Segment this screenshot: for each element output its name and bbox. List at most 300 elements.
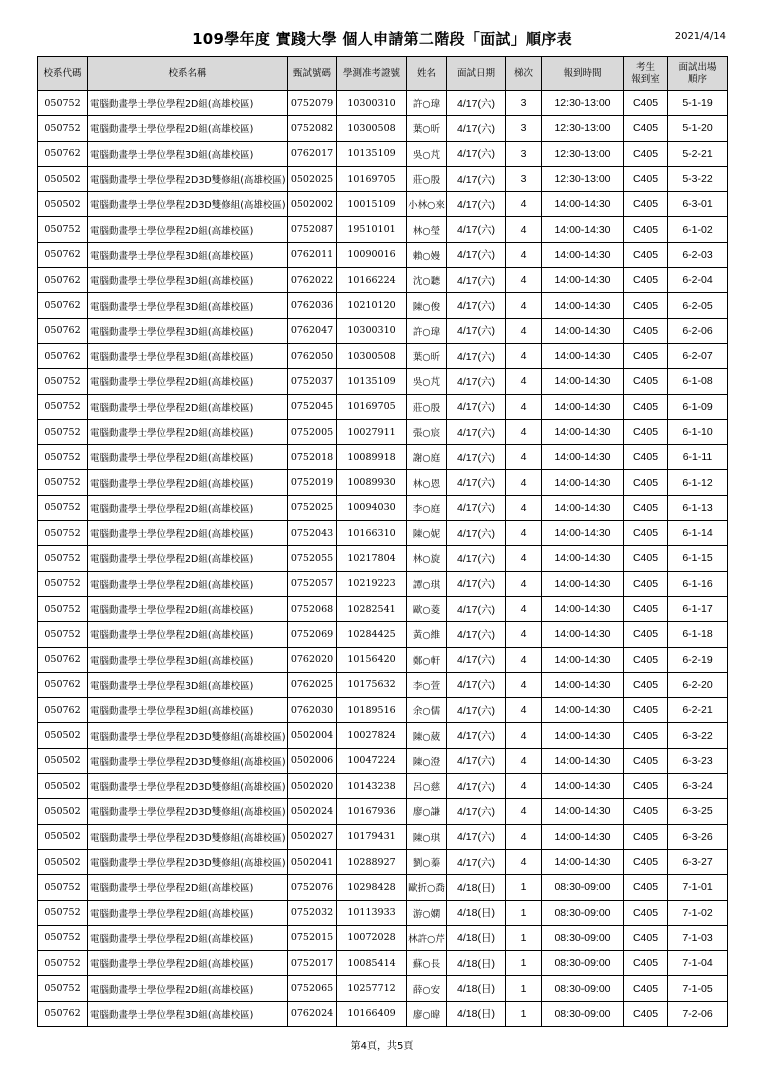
cell-session: 4: [506, 445, 542, 470]
cell-interview-number: 0762022: [288, 268, 337, 293]
cell-checkin-time: 14:00-14:30: [542, 571, 624, 596]
cell-school-code: 050762: [38, 268, 88, 293]
cell-interview-number: 0762050: [288, 343, 337, 368]
cell-checkin-time: 14:00-14:30: [542, 293, 624, 318]
cell-order: 7-1-02: [668, 900, 728, 925]
cell-order: 7-1-05: [668, 976, 728, 1001]
cell-interview-date: 4/18(日): [447, 951, 506, 976]
table-row: [38, 698, 728, 723]
cell-exam-number: 10257712: [337, 976, 407, 1001]
cell-checkin-room: C405: [624, 268, 668, 293]
cell-school-name: 電腦動畫學士學位學程2D組(高雄校區): [88, 369, 288, 394]
cell-school-code: 050762: [38, 242, 88, 267]
cell-exam-number: 10027824: [337, 723, 407, 748]
cell-exam-number: 10094030: [337, 495, 407, 520]
table-row: [38, 976, 728, 1001]
cell-session: 1: [506, 1001, 542, 1026]
cell-exam-number: 10300508: [337, 116, 407, 141]
cell-order: 6-2-07: [668, 343, 728, 368]
cell-interview-number: 0762030: [288, 698, 337, 723]
cell-session: 3: [506, 141, 542, 166]
header-checkin-room-line1: 考生: [635, 61, 655, 73]
cell-interview-number: 0502004: [288, 723, 337, 748]
cell-checkin-time: 08:30-09:00: [542, 875, 624, 900]
cell-interview-number: 0762047: [288, 318, 337, 343]
cell-school-code: 050502: [38, 192, 88, 217]
cell-checkin-time: 14:00-14:30: [542, 723, 624, 748]
cell-checkin-room: C405: [624, 546, 668, 571]
cell-interview-number: 0752082: [288, 116, 337, 141]
cell-interview-date: 4/17(六): [447, 242, 506, 267]
cell-school-code: 050502: [38, 799, 88, 824]
cell-exam-number: 10072028: [337, 925, 407, 950]
cell-name: 吳○芃: [407, 369, 447, 394]
cell-checkin-time: 12:30-13:00: [542, 166, 624, 191]
cell-exam-number: 10298428: [337, 875, 407, 900]
cell-session: 1: [506, 925, 542, 950]
cell-school-name: 電腦動畫學士學位學程2D3D雙修組(高雄校區): [88, 824, 288, 849]
cell-exam-number: 10089918: [337, 445, 407, 470]
cell-checkin-room: C405: [624, 647, 668, 672]
cell-exam-number: 10090016: [337, 242, 407, 267]
cell-interview-number: 0752032: [288, 900, 337, 925]
table-row: [38, 799, 728, 824]
cell-exam-number: 10282541: [337, 596, 407, 621]
table-row: [38, 571, 728, 596]
interview-schedule-table: [37, 56, 728, 1027]
cell-order: 6-3-22: [668, 723, 728, 748]
cell-interview-number: 0502002: [288, 192, 337, 217]
cell-checkin-room: C405: [624, 698, 668, 723]
cell-order: 6-1-13: [668, 495, 728, 520]
table-row: [38, 419, 728, 444]
cell-checkin-time: 14:00-14:30: [542, 622, 624, 647]
cell-checkin-room: C405: [624, 672, 668, 697]
cell-school-name: 電腦動畫學士學位學程2D組(高雄校區): [88, 875, 288, 900]
table-row: [38, 293, 728, 318]
table-row: [38, 824, 728, 849]
cell-exam-number: 10135109: [337, 369, 407, 394]
cell-name: 鄭○軒: [407, 647, 447, 672]
cell-session: 4: [506, 343, 542, 368]
cell-exam-number: 10175632: [337, 672, 407, 697]
cell-exam-number: 10300310: [337, 318, 407, 343]
cell-school-name: 電腦動畫學士學位學程2D3D雙修組(高雄校區): [88, 849, 288, 874]
cell-checkin-time: 14:00-14:30: [542, 824, 624, 849]
header-session: 梯次: [506, 57, 542, 91]
cell-name: 莊○殷: [407, 166, 447, 191]
cell-name: 謝○庭: [407, 445, 447, 470]
cell-school-name: 電腦動畫學士學位學程3D組(高雄校區): [88, 141, 288, 166]
table-row: [38, 875, 728, 900]
cell-school-name: 電腦動畫學士學位學程2D組(高雄校區): [88, 622, 288, 647]
table-row: [38, 343, 728, 368]
cell-school-name: 電腦動畫學士學位學程2D3D雙修組(高雄校區): [88, 166, 288, 191]
cell-checkin-time: 14:00-14:30: [542, 849, 624, 874]
cell-session: 4: [506, 394, 542, 419]
cell-interview-number: 0752017: [288, 951, 337, 976]
cell-order: 7-2-06: [668, 1001, 728, 1026]
cell-school-code: 050752: [38, 976, 88, 1001]
cell-interview-date: 4/17(六): [447, 141, 506, 166]
cell-checkin-time: 14:00-14:30: [542, 546, 624, 571]
cell-checkin-room: C405: [624, 318, 668, 343]
header-interview-date: 面試日期: [447, 57, 506, 91]
cell-interview-number: 0752018: [288, 445, 337, 470]
header-order-line1: 面試出場: [678, 61, 717, 73]
cell-exam-number: 10089930: [337, 470, 407, 495]
cell-session: 1: [506, 900, 542, 925]
cell-order: 6-2-04: [668, 268, 728, 293]
cell-exam-number: 10167936: [337, 799, 407, 824]
table-row: [38, 242, 728, 267]
cell-session: 4: [506, 242, 542, 267]
cell-session: 4: [506, 672, 542, 697]
cell-session: 4: [506, 521, 542, 546]
cell-interview-number: 0762011: [288, 242, 337, 267]
cell-interview-number: 0752055: [288, 546, 337, 571]
cell-school-code: 050762: [38, 1001, 88, 1026]
table-row: [38, 849, 728, 874]
header-checkin-room: [624, 57, 668, 91]
cell-session: 4: [506, 748, 542, 773]
cell-checkin-room: C405: [624, 470, 668, 495]
cell-exam-number: 10169705: [337, 166, 407, 191]
cell-school-code: 050752: [38, 116, 88, 141]
cell-order: 7-1-04: [668, 951, 728, 976]
cell-checkin-room: C405: [624, 166, 668, 191]
cell-order: 6-3-25: [668, 799, 728, 824]
cell-interview-number: 0752087: [288, 217, 337, 242]
table-row: [38, 774, 728, 799]
cell-name: 歐折○喬: [407, 875, 447, 900]
cell-name: 游○嫻: [407, 900, 447, 925]
header-order-line2: 順序: [687, 73, 707, 85]
cell-interview-number: 0502025: [288, 166, 337, 191]
cell-school-code: 050762: [38, 698, 88, 723]
cell-exam-number: 10166224: [337, 268, 407, 293]
cell-order: 6-1-08: [668, 369, 728, 394]
cell-school-name: 電腦動畫學士學位學程2D組(高雄校區): [88, 951, 288, 976]
cell-interview-number: 0752079: [288, 91, 337, 116]
cell-checkin-time: 14:00-14:30: [542, 799, 624, 824]
cell-session: 4: [506, 217, 542, 242]
cell-school-name: 電腦動畫學士學位學程2D組(高雄校區): [88, 571, 288, 596]
cell-checkin-room: C405: [624, 622, 668, 647]
table-row: [38, 900, 728, 925]
cell-checkin-time: 14:00-14:30: [542, 369, 624, 394]
table-row: [38, 521, 728, 546]
cell-name: 廖○暐: [407, 1001, 447, 1026]
cell-school-code: 050752: [38, 217, 88, 242]
cell-exam-number: 10135109: [337, 141, 407, 166]
cell-order: 6-1-10: [668, 419, 728, 444]
cell-school-code: 050502: [38, 748, 88, 773]
cell-interview-date: 4/17(六): [447, 394, 506, 419]
cell-checkin-time: 14:00-14:30: [542, 394, 624, 419]
cell-checkin-time: 14:00-14:30: [542, 470, 624, 495]
cell-order: 6-3-26: [668, 824, 728, 849]
cell-school-code: 050752: [38, 875, 88, 900]
cell-school-code: 050502: [38, 774, 88, 799]
cell-name: 歐○菱: [407, 596, 447, 621]
cell-school-name: 電腦動畫學士學位學程3D組(高雄校區): [88, 318, 288, 343]
cell-interview-date: 4/18(日): [447, 976, 506, 1001]
cell-session: 4: [506, 546, 542, 571]
cell-checkin-room: C405: [624, 900, 668, 925]
cell-name: 黃○維: [407, 622, 447, 647]
table-row: [38, 596, 728, 621]
cell-checkin-time: 14:00-14:30: [542, 672, 624, 697]
cell-interview-date: 4/17(六): [447, 723, 506, 748]
cell-order: 5-3-22: [668, 166, 728, 191]
cell-order: 6-1-11: [668, 445, 728, 470]
cell-school-code: 050752: [38, 91, 88, 116]
cell-order: 6-3-27: [668, 849, 728, 874]
cell-checkin-time: 14:00-14:30: [542, 698, 624, 723]
cell-session: 4: [506, 571, 542, 596]
cell-name: 呂○慈: [407, 774, 447, 799]
cell-session: 4: [506, 698, 542, 723]
page-title: 109學年度 實踐大學 個人申請第二階段「面試」順序表: [192, 30, 572, 48]
cell-exam-number: 10015109: [337, 192, 407, 217]
cell-session: 1: [506, 951, 542, 976]
header-interview-number: 甄試號碼: [288, 57, 337, 91]
cell-interview-date: 4/17(六): [447, 91, 506, 116]
cell-checkin-time: 08:30-09:00: [542, 1001, 624, 1026]
cell-name: 葉○昕: [407, 116, 447, 141]
cell-session: 4: [506, 622, 542, 647]
cell-interview-date: 4/17(六): [447, 293, 506, 318]
cell-session: 3: [506, 91, 542, 116]
cell-name: 陳○琪: [407, 824, 447, 849]
cell-exam-number: 10284425: [337, 622, 407, 647]
cell-school-code: 050752: [38, 445, 88, 470]
cell-school-name: 電腦動畫學士學位學程2D3D雙修組(高雄校區): [88, 192, 288, 217]
cell-checkin-room: C405: [624, 521, 668, 546]
cell-school-code: 050752: [38, 546, 88, 571]
cell-school-name: 電腦動畫學士學位學程2D組(高雄校區): [88, 546, 288, 571]
cell-exam-number: 10143238: [337, 774, 407, 799]
cell-interview-date: 4/17(六): [447, 470, 506, 495]
cell-school-code: 050762: [38, 672, 88, 697]
table-row: [38, 318, 728, 343]
table-row: [38, 925, 728, 950]
header-exam-number: 學測准考證號: [337, 57, 407, 91]
cell-interview-date: 4/17(六): [447, 318, 506, 343]
cell-name: 賴○嫚: [407, 242, 447, 267]
cell-school-code: 050752: [38, 521, 88, 546]
cell-checkin-time: 08:30-09:00: [542, 925, 624, 950]
cell-school-name: 電腦動畫學士學位學程3D組(高雄校區): [88, 343, 288, 368]
cell-checkin-time: 14:00-14:30: [542, 521, 624, 546]
cell-session: 4: [506, 495, 542, 520]
cell-name: 林○旋: [407, 546, 447, 571]
cell-interview-date: 4/17(六): [447, 495, 506, 520]
cell-interview-number: 0762025: [288, 672, 337, 697]
table-row: [38, 1001, 728, 1026]
cell-order: 6-1-14: [668, 521, 728, 546]
cell-interview-number: 0752015: [288, 925, 337, 950]
cell-checkin-room: C405: [624, 217, 668, 242]
cell-interview-number: 0762024: [288, 1001, 337, 1026]
cell-school-name: 電腦動畫學士學位學程2D組(高雄校區): [88, 91, 288, 116]
cell-exam-number: 19510101: [337, 217, 407, 242]
cell-name: 張○宸: [407, 419, 447, 444]
cell-name: 譚○琪: [407, 571, 447, 596]
cell-checkin-time: 08:30-09:00: [542, 976, 624, 1001]
cell-interview-date: 4/17(六): [447, 647, 506, 672]
cell-interview-date: 4/17(六): [447, 217, 506, 242]
cell-name: 許○瑋: [407, 91, 447, 116]
cell-order: 7-1-03: [668, 925, 728, 950]
cell-school-name: 電腦動畫學士學位學程3D組(高雄校區): [88, 1001, 288, 1026]
cell-exam-number: 10047224: [337, 748, 407, 773]
cell-school-code: 050752: [38, 369, 88, 394]
cell-school-name: 電腦動畫學士學位學程2D組(高雄校區): [88, 976, 288, 1001]
cell-school-name: 電腦動畫學士學位學程2D組(高雄校區): [88, 419, 288, 444]
cell-session: 4: [506, 774, 542, 799]
cell-school-name: 電腦動畫學士學位學程2D3D雙修組(高雄校區): [88, 799, 288, 824]
table-row: [38, 445, 728, 470]
cell-checkin-room: C405: [624, 242, 668, 267]
cell-exam-number: 10210120: [337, 293, 407, 318]
cell-exam-number: 10300508: [337, 343, 407, 368]
cell-checkin-room: C405: [624, 571, 668, 596]
cell-order: 6-3-01: [668, 192, 728, 217]
cell-interview-date: 4/17(六): [447, 192, 506, 217]
cell-order: 6-1-17: [668, 596, 728, 621]
cell-interview-date: 4/17(六): [447, 799, 506, 824]
cell-order: 6-1-18: [668, 622, 728, 647]
cell-school-name: 電腦動畫學士學位學程3D組(高雄校區): [88, 647, 288, 672]
cell-session: 4: [506, 419, 542, 444]
cell-interview-number: 0762036: [288, 293, 337, 318]
cell-school-name: 電腦動畫學士學位學程2D3D雙修組(高雄校區): [88, 723, 288, 748]
cell-school-name: 電腦動畫學士學位學程2D組(高雄校區): [88, 495, 288, 520]
cell-checkin-time: 14:00-14:30: [542, 343, 624, 368]
cell-interview-number: 0502020: [288, 774, 337, 799]
cell-interview-date: 4/17(六): [447, 596, 506, 621]
table-row: [38, 141, 728, 166]
cell-interview-date: 4/18(日): [447, 900, 506, 925]
cell-exam-number: 10219223: [337, 571, 407, 596]
cell-interview-number: 0752068: [288, 596, 337, 621]
cell-checkin-time: 14:00-14:30: [542, 318, 624, 343]
cell-order: 6-1-16: [668, 571, 728, 596]
cell-name: 林○瑩: [407, 217, 447, 242]
header-school-code: 校系代碼: [38, 57, 88, 91]
cell-interview-date: 4/17(六): [447, 116, 506, 141]
cell-checkin-time: 14:00-14:30: [542, 596, 624, 621]
table-row: [38, 951, 728, 976]
cell-checkin-room: C405: [624, 875, 668, 900]
cell-checkin-room: C405: [624, 141, 668, 166]
table-row: [38, 622, 728, 647]
cell-school-name: 電腦動畫學士學位學程3D組(高雄校區): [88, 293, 288, 318]
cell-school-code: 050752: [38, 419, 88, 444]
header-school-name: 校系名稱: [88, 57, 288, 91]
cell-session: 1: [506, 875, 542, 900]
cell-name: 蘇○長: [407, 951, 447, 976]
cell-checkin-room: C405: [624, 925, 668, 950]
cell-exam-number: 10166310: [337, 521, 407, 546]
cell-exam-number: 10169705: [337, 394, 407, 419]
cell-interview-number: 0762020: [288, 647, 337, 672]
cell-interview-date: 4/17(六): [447, 824, 506, 849]
cell-school-code: 050752: [38, 596, 88, 621]
cell-interview-number: 0752019: [288, 470, 337, 495]
print-date: 2021/4/14: [674, 31, 726, 42]
cell-name: 廖○謙: [407, 799, 447, 824]
cell-name: 沈○聽: [407, 268, 447, 293]
cell-school-name: 電腦動畫學士學位學程3D組(高雄校區): [88, 242, 288, 267]
cell-interview-date: 4/17(六): [447, 166, 506, 191]
cell-interview-date: 4/17(六): [447, 268, 506, 293]
cell-interview-number: 0752025: [288, 495, 337, 520]
cell-checkin-room: C405: [624, 394, 668, 419]
cell-interview-date: 4/17(六): [447, 622, 506, 647]
cell-exam-number: 10113933: [337, 900, 407, 925]
cell-session: 3: [506, 116, 542, 141]
cell-interview-date: 4/17(六): [447, 343, 506, 368]
cell-interview-date: 4/18(日): [447, 875, 506, 900]
cell-checkin-room: C405: [624, 824, 668, 849]
cell-checkin-room: C405: [624, 293, 668, 318]
cell-checkin-room: C405: [624, 723, 668, 748]
cell-interview-date: 4/17(六): [447, 445, 506, 470]
cell-school-code: 050502: [38, 723, 88, 748]
cell-interview-date: 4/18(日): [447, 925, 506, 950]
cell-order: 6-3-24: [668, 774, 728, 799]
cell-school-name: 電腦動畫學士學位學程3D組(高雄校區): [88, 268, 288, 293]
cell-school-name: 電腦動畫學士學位學程2D組(高雄校區): [88, 521, 288, 546]
cell-checkin-time: 14:00-14:30: [542, 495, 624, 520]
cell-checkin-room: C405: [624, 596, 668, 621]
cell-session: 4: [506, 470, 542, 495]
cell-interview-number: 0502027: [288, 824, 337, 849]
cell-checkin-room: C405: [624, 369, 668, 394]
cell-checkin-time: 12:30-13:00: [542, 141, 624, 166]
cell-session: 4: [506, 799, 542, 824]
cell-checkin-room: C405: [624, 1001, 668, 1026]
cell-session: 4: [506, 268, 542, 293]
cell-school-code: 050762: [38, 141, 88, 166]
cell-school-code: 050762: [38, 343, 88, 368]
cell-name: 小林○來: [407, 192, 447, 217]
cell-name: 余○儒: [407, 698, 447, 723]
cell-checkin-room: C405: [624, 976, 668, 1001]
cell-order: 6-1-15: [668, 546, 728, 571]
cell-interview-date: 4/18(日): [447, 1001, 506, 1026]
cell-checkin-time: 14:00-14:30: [542, 647, 624, 672]
cell-interview-number: 0752037: [288, 369, 337, 394]
cell-school-name: 電腦動畫學士學位學程2D3D雙修組(高雄校區): [88, 774, 288, 799]
cell-school-name: 電腦動畫學士學位學程2D組(高雄校區): [88, 470, 288, 495]
cell-school-code: 050752: [38, 925, 88, 950]
cell-name: 莊○殷: [407, 394, 447, 419]
page-number: 第4頁，共5頁: [350, 1041, 414, 1052]
cell-interview-date: 4/17(六): [447, 419, 506, 444]
cell-school-name: 電腦動畫學士學位學程2D3D雙修組(高雄校區): [88, 748, 288, 773]
cell-session: 4: [506, 369, 542, 394]
table-row: [38, 116, 728, 141]
cell-checkin-room: C405: [624, 748, 668, 773]
header-checkin-room-line2: 報到室: [631, 73, 660, 85]
cell-checkin-time: 08:30-09:00: [542, 951, 624, 976]
cell-interview-number: 0752045: [288, 394, 337, 419]
cell-interview-number: 0502006: [288, 748, 337, 773]
